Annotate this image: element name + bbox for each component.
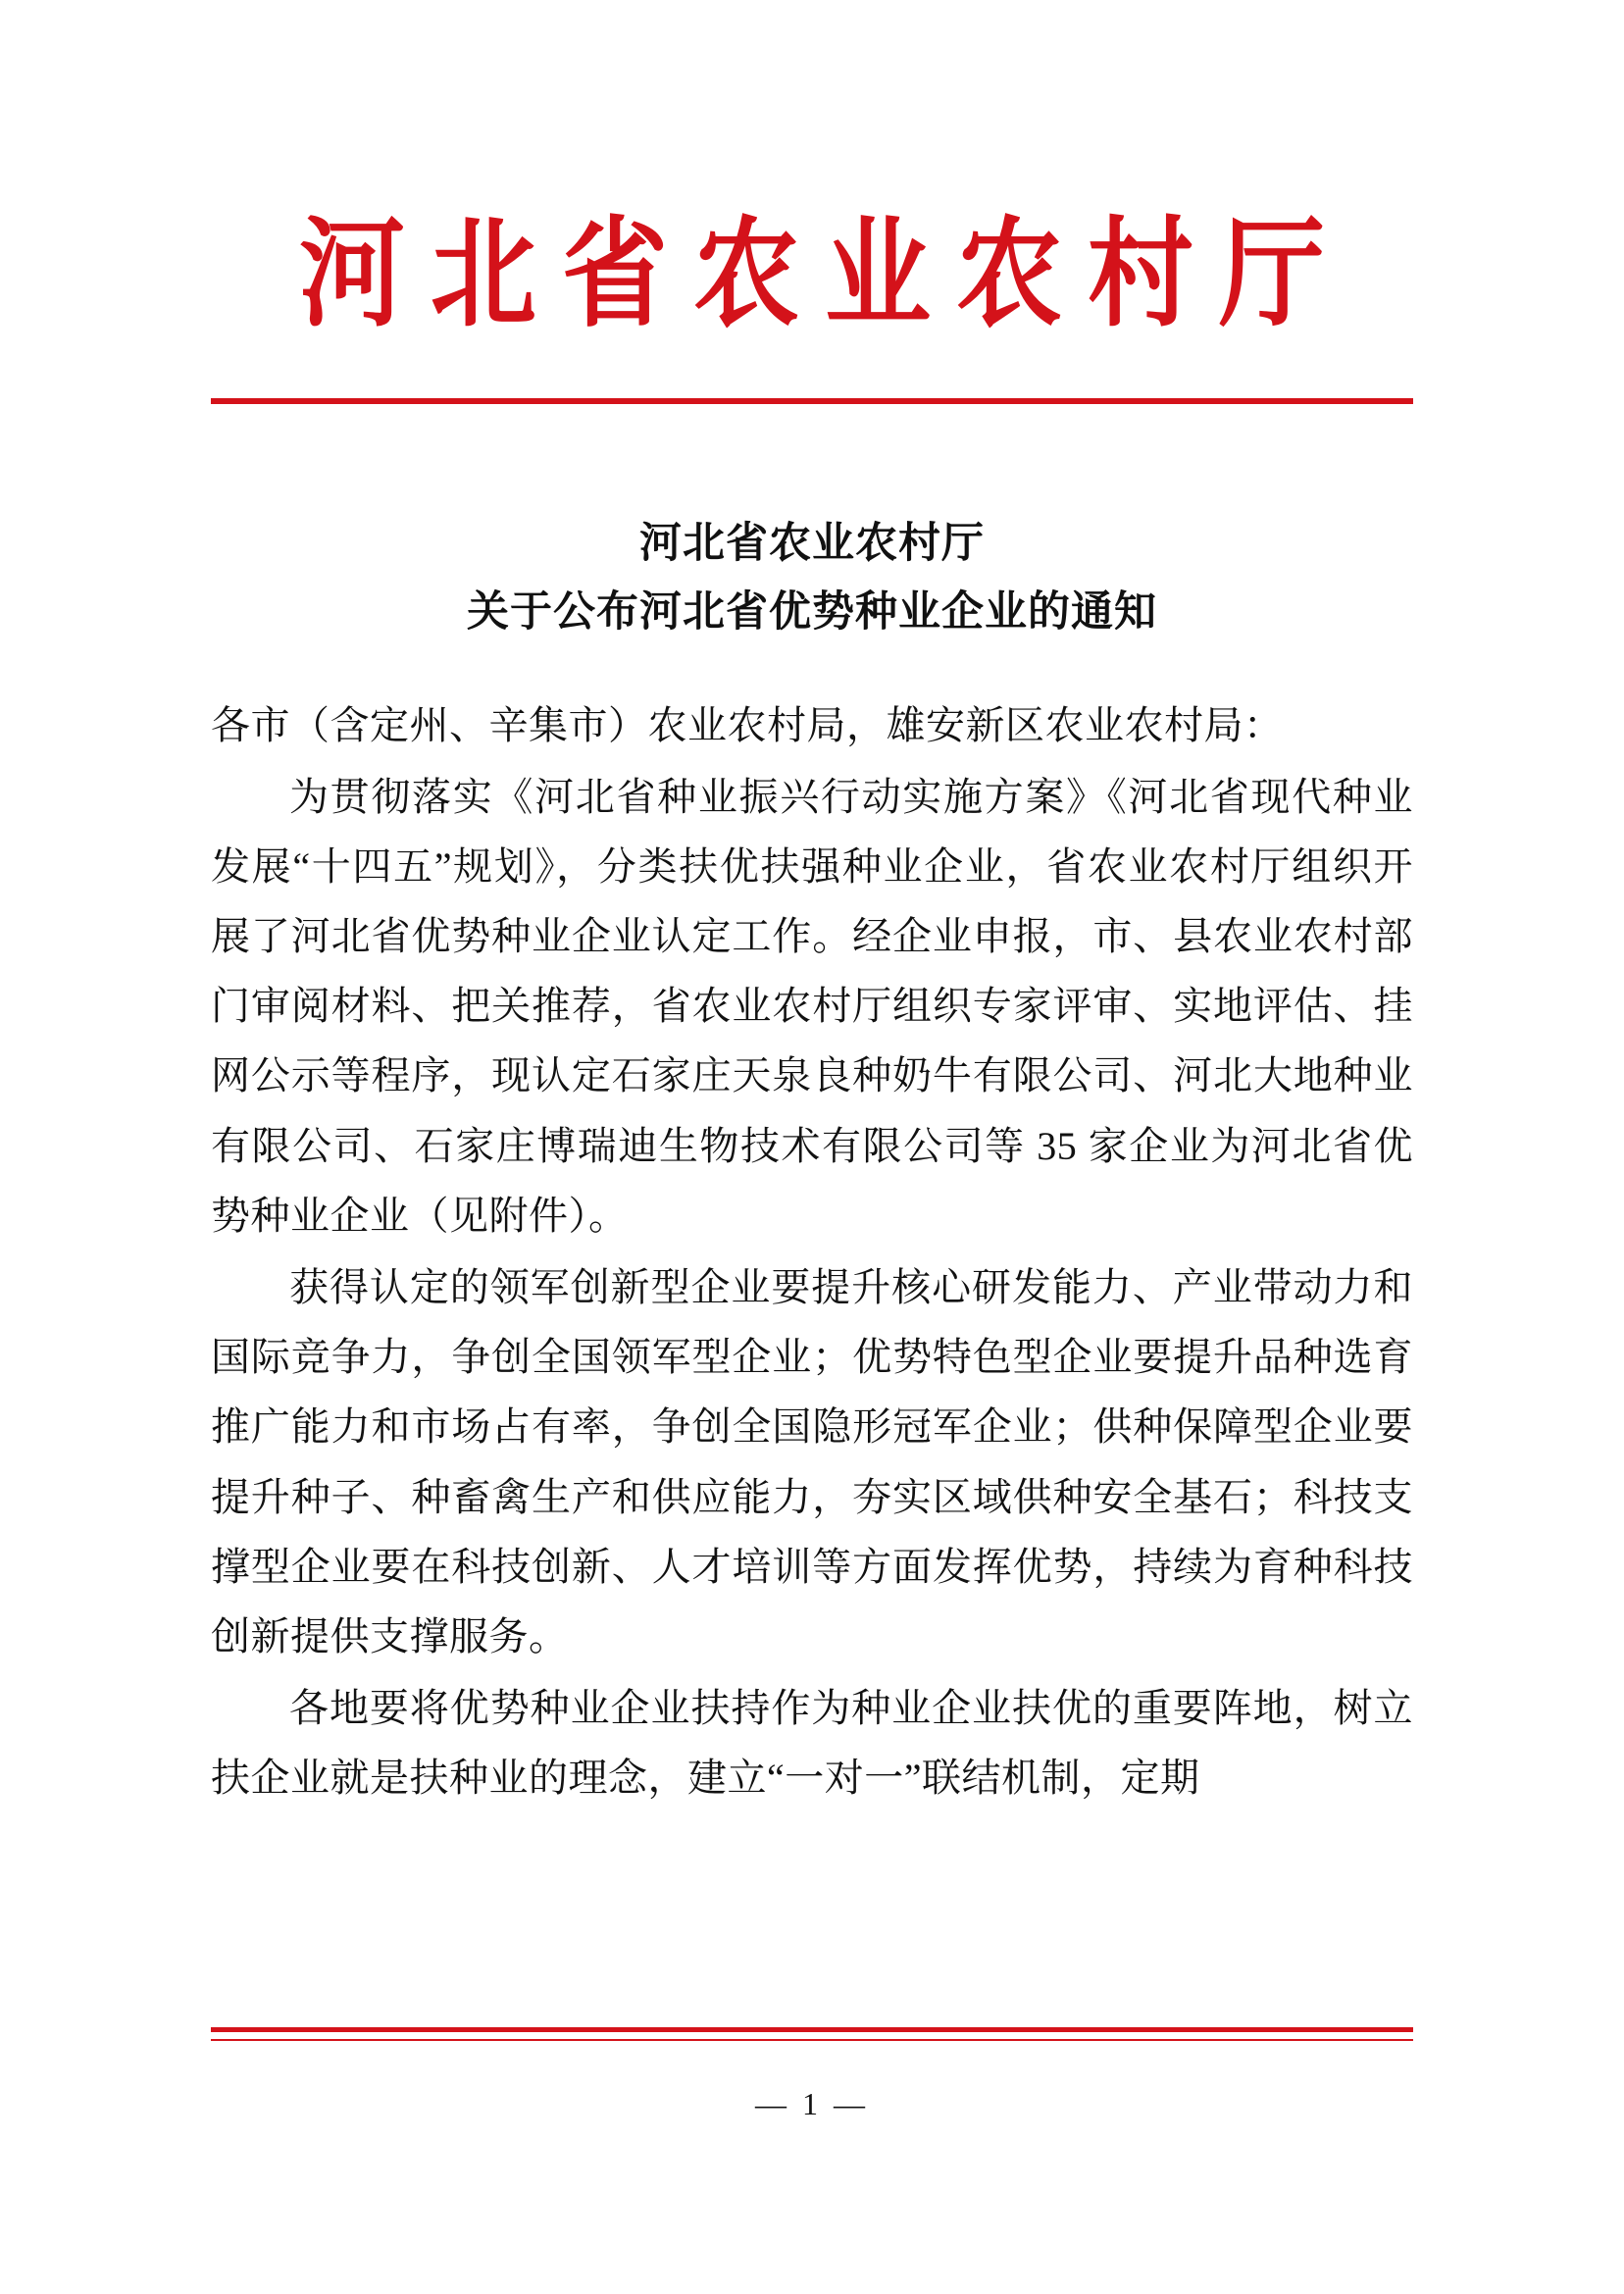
body-paragraph-1: 为贯彻落实《河北省种业振兴行动实施方案》《河北省现代种业发展“十四五”规划》，分类扶优扶强种业企业，省农业农村厅组织开展了河北省优势种业企业认定工作。经企业申报，市、县农业农村部门审阅材料、把关推荐，省农业农村厅组织专家评审、实地评估、挂网公示等程序，现认定石家庄天泉良种奶牛有限公司、河北大地种业有限公司、石家庄博瑞迪生物技术有限公司等 35 家企业为河北省优势种业企业（见附件）。 <box>211 774 1413 1238</box>
page-title-line-2: 关于公布河北省优势种业企业的通知 <box>467 586 1157 637</box>
page-title-line-1: 河北省农业农村厅 <box>639 519 985 569</box>
page-number: — 1 — <box>755 2086 869 2121</box>
letterhead <box>211 0 1413 404</box>
page-title <box>211 510 1413 646</box>
letterhead-organization: 河北省农业农村厅 <box>298 204 1350 343</box>
body-paragraph-3: 各地要将优势种业企业扶持作为种业企业扶优的重要阵地，树立扶企业就是扶种业的理念，建立“一对一”联结机制，定期 <box>211 1686 1413 1801</box>
letterhead-rule <box>211 398 1413 404</box>
document-body <box>211 690 1413 1813</box>
footer-rule-thin <box>211 2039 1413 2041</box>
salutation: 各市（含定州、辛集市）农业农村局，雄安新区农业农村局： <box>211 702 1284 747</box>
footer-divider <box>211 2027 1413 2041</box>
footer-rule-thick <box>211 2027 1413 2032</box>
body-paragraph-2: 获得认定的领军创新型企业要提升核心研发能力、产业带动力和国际竞争力，争创全国领军型企业；优势特色型企业要提升品种选育推广能力和市场占有率，争创全国隐形冠军企业；供种保障型企业要提升种子、种畜禽生产和供应能力，夯实区域供种安全基石；科技支撑型企业要在科技创新、人才培训等方面发挥优势，持续为育种科技创新提供支撑服务。 <box>211 1265 1413 1658</box>
